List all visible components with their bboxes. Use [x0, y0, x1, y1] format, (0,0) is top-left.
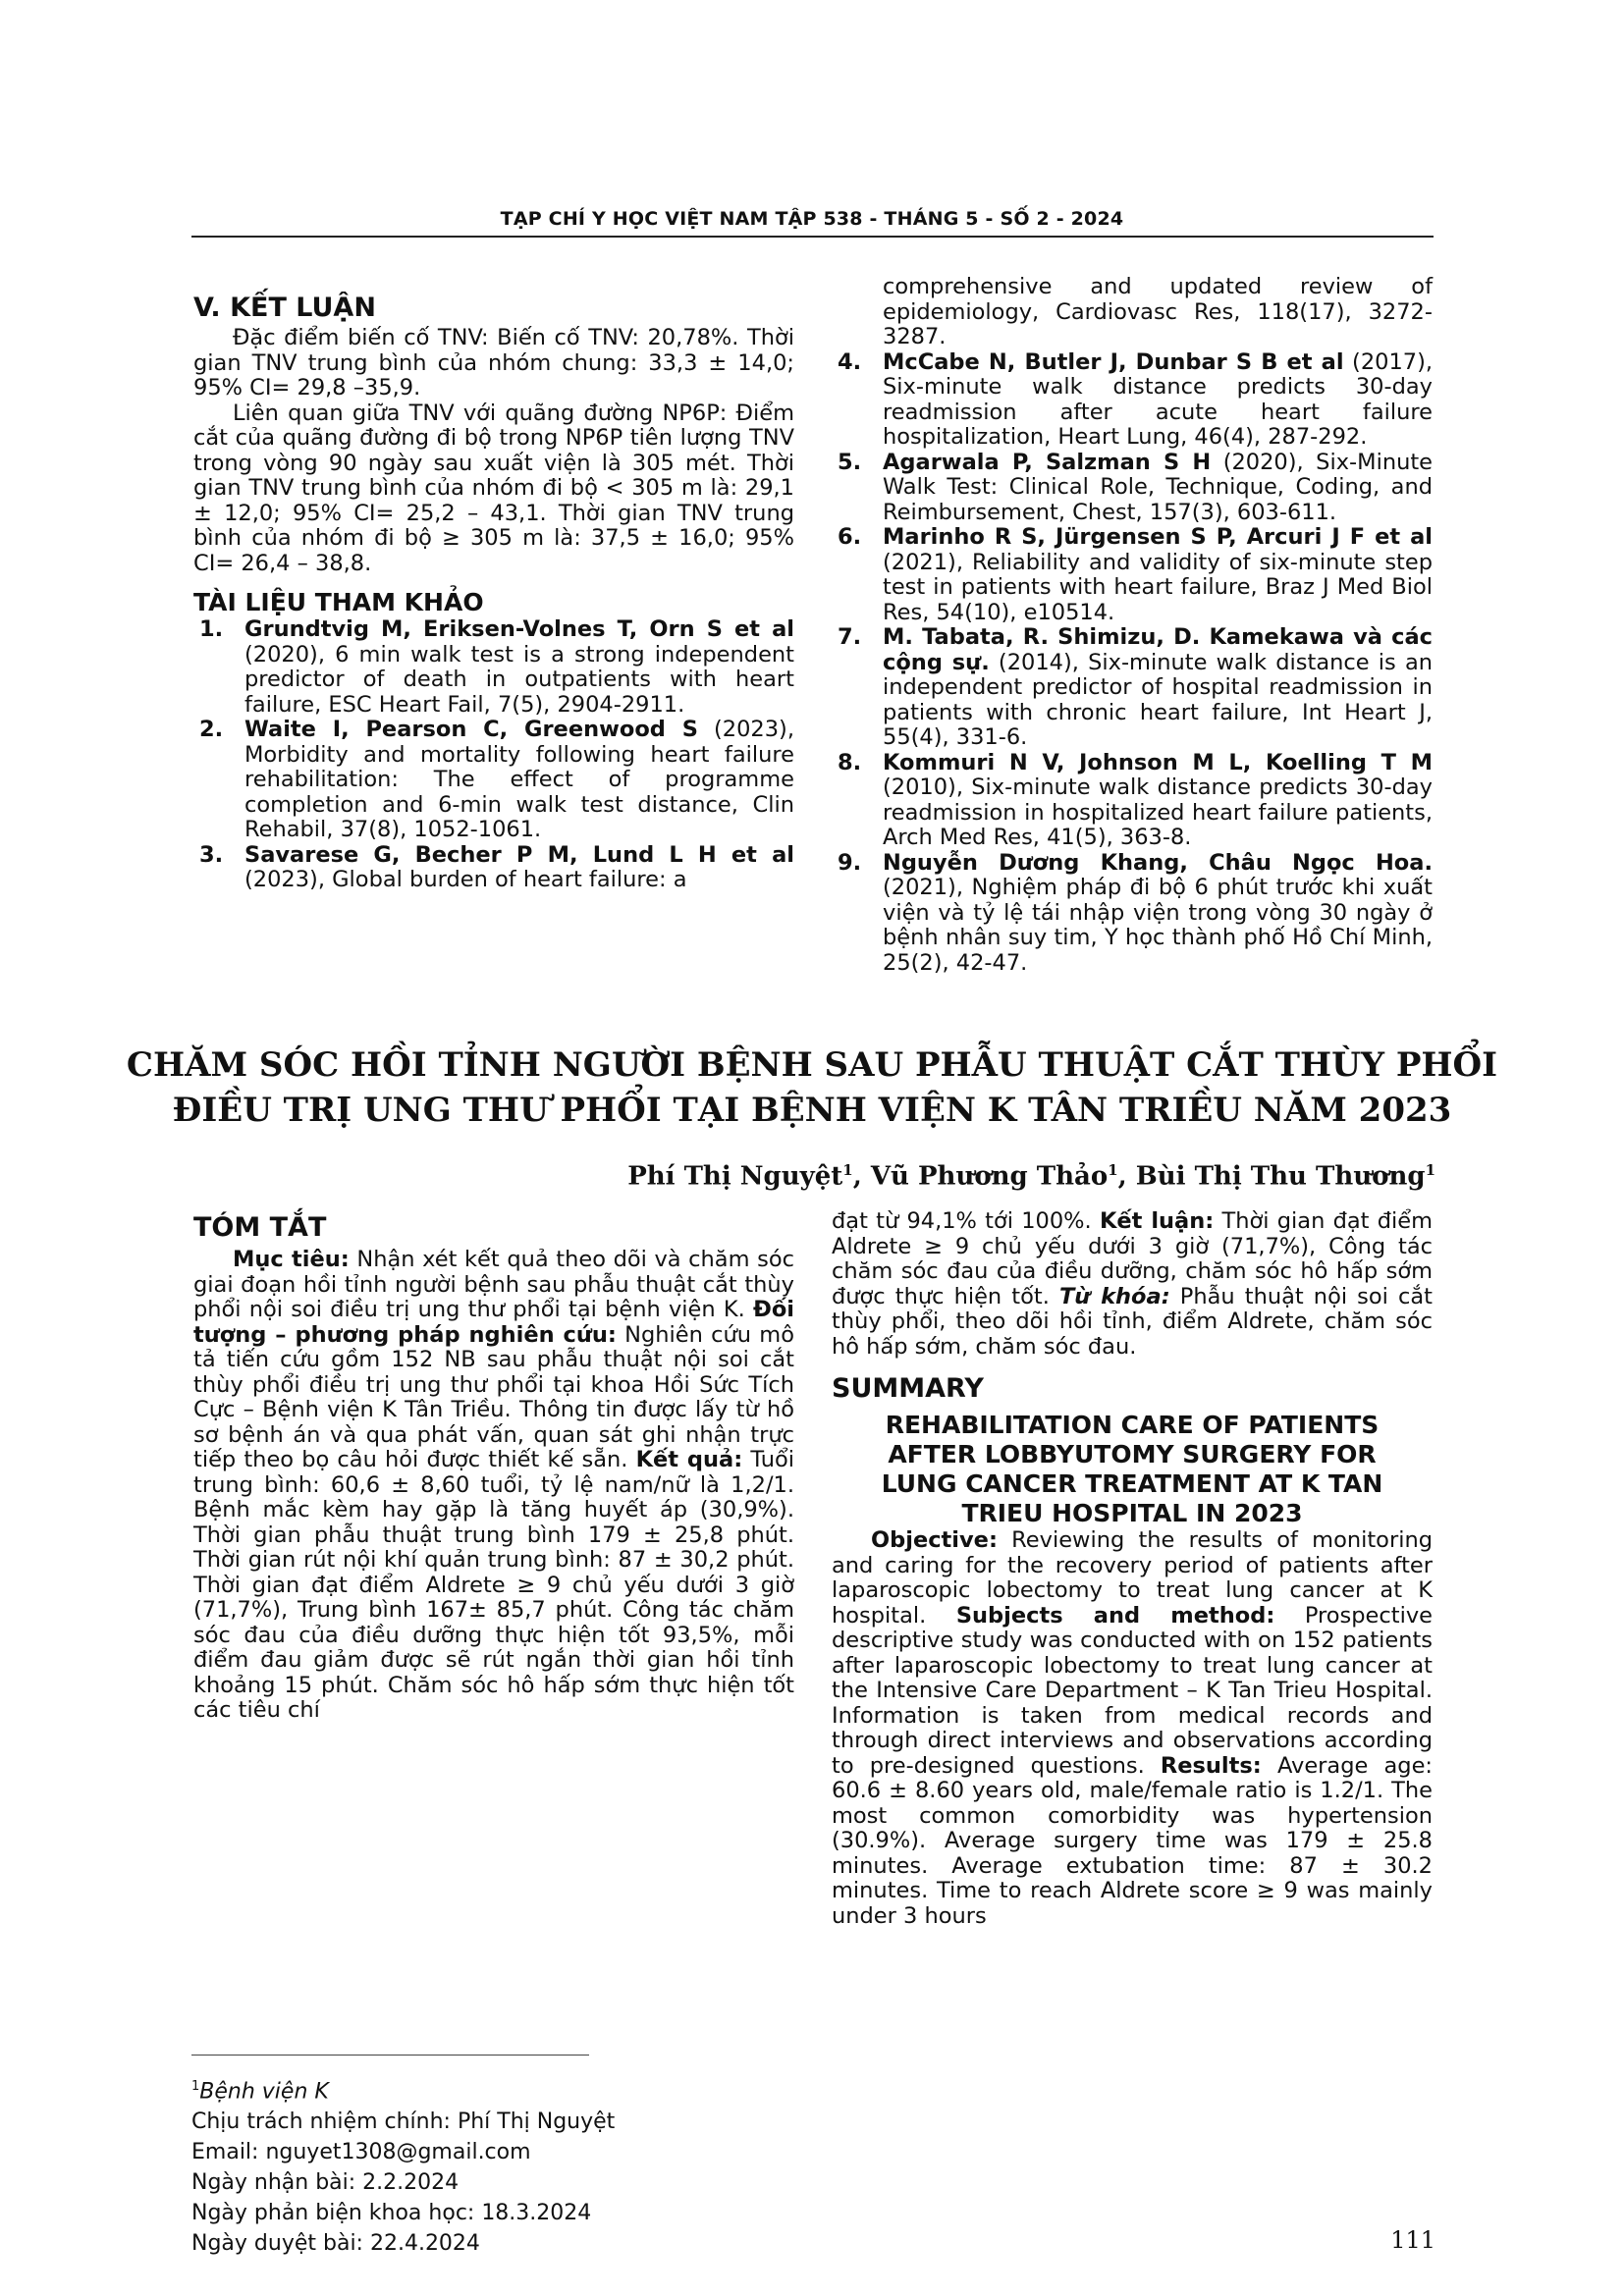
author-name: Phí Thị Nguyệt: [627, 1161, 843, 1192]
abstract-vi-continued: [832, 1209, 1433, 1360]
author-name: Bùi Thị Thu Thương: [1135, 1161, 1426, 1192]
reference-details: (2023), Global burden of heart failure: a: [244, 867, 687, 892]
keywords-label: Từ khóa:: [1058, 1283, 1170, 1309]
reference-item: [832, 751, 1433, 851]
author-affiliation-sup: 1: [842, 1161, 853, 1179]
conclusion-label: Kết luận:: [1099, 1208, 1215, 1234]
method-text: Nghiên cứu mô tả tiến cứu gồm 152 NB sau phẫu thuật nội soi cắt thùy phổi điều trị ung thư phổi tại khoa Hồi Sức Tích Cực – Bệnh viện K Tân Triều. Thông tin được lấy từ hồ sơ bệnh án và qua phát vấn, quan sát ghi nhận trực tiếp theo bọ câu hỏi được thiết kế sẵn.: [193, 1321, 794, 1472]
summary-objective-text: Reviewing the results of monitoring and caring for the recovery period of patients after laparoscopic lobectomy to treat lung cancer at K hospital.: [832, 1527, 1433, 1629]
reference-item: [832, 525, 1433, 625]
reference-details: (2021), Reliability and validity of six-minute step test in patients with heart failure, Braz J Med Biol Res, 54(10), e10514.: [883, 549, 1433, 625]
right-column-abstract: [832, 1209, 1433, 1929]
reference-details: (2021), Nghiệm pháp đi bộ 6 phút trước khi xuất viện và tỷ lệ tái nhập viện trong vòng 30 ngày ở bệnh nhân suy tim, Y học thành phố Hồ Chí Minh, 25(2), 42-47.: [883, 875, 1433, 976]
reference-details: (2010), Six-minute walk distance predicts 30-day readmission in hospitalized heart failure patients, Arch Med Res, 41(5), 363-8.: [883, 774, 1433, 850]
page-number: 111: [1390, 2226, 1435, 2254]
reference-number: 1.: [199, 616, 224, 642]
footnote-divider: [191, 2055, 589, 2056]
footnotes: [191, 2071, 615, 2259]
summary-method-text: Prospective descriptive study was conducted with on 152 patients after laparoscopic lobectomy to treat lung cancer at the Intensive Care Department – K Tan Trieu Hospital. Information is taken from medical records and through direct interviews and observations according to pre-designed questions.: [832, 1602, 1433, 1779]
objective-label: Mục tiêu:: [233, 1247, 350, 1272]
reference-number: 8.: [838, 749, 862, 775]
summary-results-label: Results:: [1160, 1752, 1262, 1779]
conclusion-text: Thời gian đạt điểm Aldrete ≥ 9 chủ yếu dưới 3 giờ (71,7%), Công tác chăm sóc đau của điều dưỡng, chăm sóc hô hấp sớm được thực hiện tốt.: [832, 1208, 1434, 1309]
article-title-line-1: CHĂM SÓC HỒI TỈNH NGƯỜI BỆNH SAU PHẪU THUẬT CẮT THÙY PHỔI: [126, 1045, 1498, 1085]
reference-number: 9.: [838, 849, 862, 876]
author-separator: ,: [852, 1161, 871, 1192]
reference-item: [193, 617, 794, 718]
results-text: Tuổi trung bình: 60,6 ± 8,60 tuổi, tỷ lệ nam/nữ là 1,2/1. Bệnh mắc kèm hay gặp là tăng huyết áp (30,9%). Thời gian phẫu thuật trung bình 179 ± 25,8 phút. Thời gian rút nội khí quản trung bình: 87 ± 30,2 phút. Thời gian đạt điểm Aldrete ≥ 9 chủ yếu dưới 3 giờ (71,7%), Trung bình 167± 85,7 phút. Công tác chăm sóc đau của điều dưỡng thực hiện tốt 93,5%, mỗi điểm đau giảm được sẽ rút ngắn thời gian hồi tỉnh khoảng 15 phút. Chăm sóc hô hấp sớm thực hiện tốt các tiêu chí: [193, 1447, 794, 1723]
keywords-text: Phẫu thuật nội soi cắt thùy phổi, theo dõi hồi tỉnh, điểm Aldrete, chăm sóc hô hấp sớm, chăm sóc đau.: [832, 1283, 1433, 1360]
reference-authors: McCabe N, Butler J, Dunbar S B et al: [883, 348, 1344, 375]
reference-details: (2023), Morbidity and mortality following heart failure rehabilitation: The effect of programme completion and 6-min walk test distance, Clin Rehabil, 37(8), 1052-1061.: [244, 717, 794, 842]
summary-objective-label: Objective:: [871, 1527, 998, 1553]
reference-list-right: [832, 275, 1433, 976]
reference-continuation: comprehensive and updated review of epidemiology, Cardiovasc Res, 118(17), 3272-3287.: [883, 274, 1433, 349]
reference-number: 3.: [199, 841, 224, 868]
abstract-cont-text: đạt từ 94,1% tới 100%.: [832, 1208, 1100, 1234]
reference-authors: Marinho R S, Jürgensen S P, Arcuri J F et al: [883, 524, 1433, 550]
reference-item: [832, 451, 1433, 526]
reference-number: 4.: [838, 348, 862, 375]
reference-item: [832, 851, 1433, 977]
reference-details: (2014), Six-minute walk distance is an independent predictor of hospital readmission in patients with chronic heart failure, Int Heart J, 55(4), 331-6.: [883, 649, 1433, 750]
summary-body: [832, 1528, 1433, 1929]
conclusion-paragraph-1: Đặc điểm biến cố TNV: Biến cố TNV: 20,78%. Thời gian TNV trung bình của nhóm chung: 33,3 ± 14,0; 95% CI= 29,8 –35,9.: [193, 325, 794, 400]
results-label: Kết quả:: [635, 1447, 743, 1472]
affiliation-text: Bệnh viện K: [199, 2079, 329, 2105]
reference-item: [193, 718, 794, 843]
reference-details: (2017), Six-minute walk distance predicts 30-day readmission after acute heart failure hospitalization, Heart Lung, 46(4), 287-292.: [883, 348, 1434, 450]
summary-title: REHABILITATION CARE OF PATIENTS AFTER LOBBYUTOMY SURGERY FOR LUNG CANCER TREATMENT AT K TAN TRIEU HOSPITAL IN 2023: [881, 1411, 1383, 1527]
affiliation-sup: 1: [191, 2079, 200, 2094]
references-heading: TÀI LIỆU THAM KHẢO: [193, 588, 484, 616]
reference-number: 5.: [838, 449, 862, 475]
reference-details: (2020), Six-Minute Walk Test: Clinical Role, Technique, Coding, and Reimbursement, Chest, 157(3), 603-611.: [883, 449, 1434, 525]
left-column-top: [193, 293, 794, 893]
reference-authors: Waite I, Pearson C, Greenwood S: [244, 717, 698, 742]
reference-authors: Kommuri N V, Johnson M L, Koelling T M: [883, 749, 1433, 775]
reference-item: [832, 350, 1433, 451]
reference-authors: Agarwala P, Salzman S H: [883, 449, 1212, 475]
summary-results-text: Average age: 60.6 ± 8.60 years old, male/female ratio is 1.2/1. The most common comorbidity was hypertension (30.9%). Average surgery time was 179 ± 25.8 minutes. Average extubation time: 87 ± 30.2 minutes. Time to reach Aldrete score ≥ 9 was mainly under 3 hours: [832, 1752, 1433, 1929]
reference-number: 6.: [838, 524, 862, 550]
conclusion-paragraph-2: Liên quan giữa TNV với quãng đường NP6P: Điểm cắt của quãng đường đi bộ trong NP6P tiên lượng TNV trong vòng 90 ngày sau xuất viện là 305 mét. Thời gian TNV trung bình của nhóm đi bộ < 305 m là: 29,1 ± 12,0; 95% CI= 25,2 – 43,1. Thời gian TNV trung bình của nhóm đi bộ ≥ 305 m là: 37,5 ± 16,0; 95% CI= 26,4 – 38,8.: [193, 400, 794, 576]
reference-authors: Nguyễn Dương Khang, Châu Ngọc Hoa.: [883, 849, 1433, 876]
journal-header: TẠP CHÍ Y HỌC VIỆT NAM TẬP 538 - THÁNG 5 - SỐ 2 - 2024: [500, 208, 1124, 230]
footnote-received: Ngày nhận bài: 2.2.2024: [191, 2170, 460, 2196]
author-affiliation-sup: 1: [1425, 1161, 1435, 1179]
reference-authors: Grundtvig M, Eriksen-Volnes T, Orn S et al: [244, 616, 794, 642]
author-name: Vũ Phương Thảo: [870, 1161, 1109, 1192]
article-title-line-2: ĐIỀU TRỊ UNG THƯ PHỔI TẠI BỆNH VIỆN K TÂN TRIỀU NĂM 2023: [172, 1091, 1452, 1130]
left-column-abstract: [193, 1212, 794, 1724]
footnote-affiliation: [191, 2071, 615, 2107]
footnote-accepted: Ngày duyệt bài: 22.4.2024: [191, 2231, 480, 2257]
reference-authors: Savarese G, Becher P M, Lund L H et al: [244, 841, 794, 868]
article-title: [0, 1042, 1624, 1133]
author-separator: ,: [1117, 1161, 1136, 1192]
reference-list-left: [193, 617, 794, 893]
summary-method-label: Subjects and method:: [955, 1602, 1275, 1629]
header-divider: [191, 236, 1434, 238]
footnote-email: Email: nguyet1308@gmail.com: [191, 2140, 531, 2165]
footnote-reviewed: Ngày phản biện khoa học: 18.3.2024: [191, 2201, 592, 2226]
footnote-responsible: Chịu trách nhiệm chính: Phí Thị Nguyệt: [191, 2109, 616, 2135]
abstract-heading: TÓM TẮT: [193, 1212, 327, 1243]
method-label: Đối tượng – phương pháp nghiên cứu:: [193, 1297, 794, 1348]
article-authors: [627, 1161, 1435, 1192]
objective-text: Nhận xét kết quả theo dõi và chăm sóc giai đoạn hồi tỉnh người bệnh sau phẫu thuật cắt thùy phổi nội soi điều trị ung thư phổi tại bệnh viện K.: [193, 1247, 794, 1322]
reference-number: 7.: [838, 624, 862, 650]
author-affiliation-sup: 1: [1108, 1161, 1118, 1179]
reference-details: (2020), 6 min walk test is a strong independent predictor of death in outpatients with heart failure, ESC Heart Fail, 7(5), 2904-2911.: [244, 641, 794, 718]
reference-number: 2.: [199, 717, 224, 742]
right-column-top: [832, 275, 1433, 976]
reference-item: [193, 843, 794, 893]
reference-item: [832, 625, 1433, 751]
abstract-vi-body: [193, 1248, 794, 1724]
conclusion-heading: V. KẾT LUẬN: [193, 293, 376, 323]
reference-authors: M. Tabata, R. Shimizu, D. Kamekawa và các cộng sự.: [883, 624, 1433, 675]
summary-heading: SUMMARY: [832, 1373, 984, 1404]
